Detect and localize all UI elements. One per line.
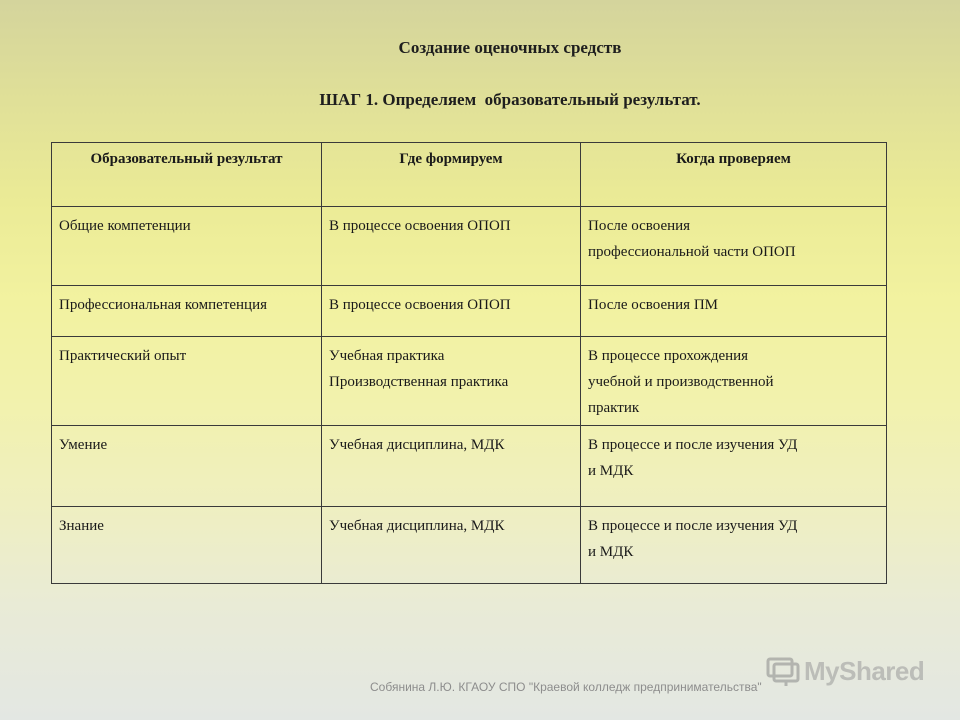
table-row [52, 286, 887, 337]
watermark [766, 656, 924, 687]
cell-result: Умение [52, 426, 322, 507]
cell-when [581, 426, 887, 507]
cell-result: Общие компетенции [52, 207, 322, 286]
cell-where [322, 337, 581, 426]
header-result: Образовательный результат [52, 143, 322, 207]
table-row [52, 207, 887, 286]
cell-line: В процессе и после изучения УД [588, 437, 798, 453]
cell-line: Учебная дисциплина, МДК [329, 437, 505, 453]
slide-subtitle: ШАГ 1. Определяем образовательный результат. [319, 90, 701, 109]
watermark-text: MyShared [804, 656, 925, 686]
table-row [52, 426, 887, 507]
cell-line: Учебная дисциплина, МДК [329, 518, 505, 534]
cell-where [322, 507, 581, 584]
cell-result: Знание [52, 507, 322, 584]
table-header-row [52, 143, 887, 207]
cell-when [581, 286, 887, 337]
slide-title: Создание оценочных средств [398, 38, 622, 57]
header-when: Когда проверяем [581, 143, 887, 207]
cell-where [322, 207, 581, 286]
cell-line: В процессе освоения ОПОП [329, 297, 511, 313]
cell-line: В процессе и после изучения УД [588, 518, 798, 534]
cell-line: учебной и производственной [588, 374, 774, 390]
cell-when [581, 207, 887, 286]
slide-footer: Собянина Л.Ю. КГАОУ СПО "Краевой колледж предпринимательства" [370, 680, 762, 694]
cell-line: В процессе освоения ОПОП [329, 218, 511, 234]
cell-result: Практический опыт [52, 337, 322, 426]
presentation-icon [766, 657, 800, 687]
cell-line: В процессе прохождения [588, 348, 749, 364]
cell-line: и МДК [588, 544, 634, 560]
cell-line: После освоения ПМ [588, 297, 718, 313]
cell-line: профессиональной части ОПОП [588, 244, 796, 260]
cell-when [581, 337, 887, 426]
table-row [52, 337, 887, 426]
cell-result: Профессиональная компетенция [52, 286, 322, 337]
cell-line: практик [588, 400, 640, 416]
cell-line: Производственная практика [329, 374, 509, 390]
cell-when [581, 507, 887, 584]
cell-line: Учебная практика [329, 348, 445, 364]
cell-where [322, 286, 581, 337]
cell-line: После освоения [588, 218, 691, 234]
header-where: Где формируем [322, 143, 581, 207]
table-row [52, 507, 887, 584]
cell-where [322, 426, 581, 507]
results-table [51, 142, 887, 584]
cell-line: и МДК [588, 463, 634, 479]
